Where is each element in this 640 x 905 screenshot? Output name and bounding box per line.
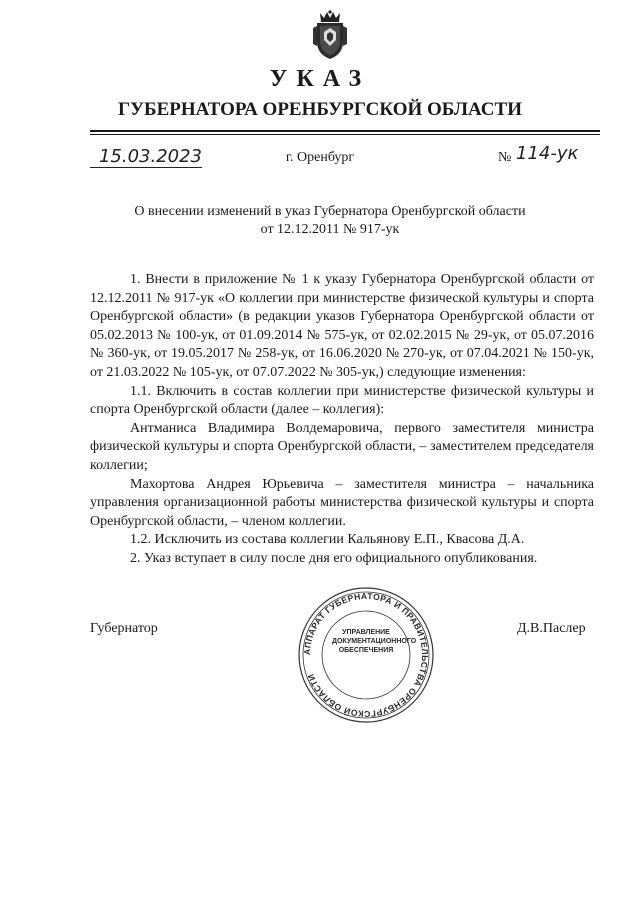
body-paragraph: 1.2. Исключить из состава коллегии Кальянову Е.П., Квасова Д.А.	[130, 532, 525, 548]
document-title: УКАЗ	[269, 66, 371, 92]
stamp-line: ДОКУМЕНТАЦИОННОГО	[332, 638, 417, 645]
document-subject	[110, 203, 550, 239]
stamp-line: ОБЕСПЕЧЕНИЯ	[338, 647, 394, 654]
subject-line: О внесении изменений в указ Губернатора Оренбургской области	[134, 204, 526, 219]
document-number: 114-ук	[516, 143, 579, 164]
body-paragraph: 1. Внести в приложение № 1 к указу Губернатора Оренбургской области от 12.12.2011 № 917-ук «О коллегии при министерстве физической культуры и спорта Оренбургской области» (в редакции указов Губернатора Оренбургской области от 05.02.2013 № 100-ук, от 01.09.2014 № 575-ук, от 02.02.2015 № 29-ук, от 05.07.2016 № 360-ук, от 19.05.2017 № 258-ук, от 16.06.2020 № 270-ук, от 07.04.2021 № 150-ук, от 21.03.2022 № 105-ук, от 07.07.2022 № 305-ук,) следующие изменения:	[90, 272, 594, 380]
signatory-name: Д.В.Паслер	[517, 621, 586, 636]
body-paragraph: 2. Указ вступает в силу после дня его официального опубликования.	[130, 550, 538, 566]
stamp-center-text	[332, 628, 417, 655]
document-body	[90, 271, 594, 569]
body-paragraph: Антманиса Владимира Волдемаровича, первого заместителя министра физической культуры и спорта Оренбургской области, – заместителем председателя коллегии;	[90, 420, 594, 473]
body-paragraph: 1.1. Включить в состав коллегии при министерстве физической культуры и спорта Оренбургской области (далее – коллегия):	[90, 383, 594, 418]
document-issuer: ГУБЕРНАТОРА ОРЕНБУРГСКОЙ ОБЛАСТИ	[118, 99, 522, 120]
signatory-position: Губернатор	[90, 621, 158, 636]
body-paragraph: Махортова Андрея Юрьевича – заместителя министра – начальника управления организационной работы министерства физической культуры и спорта Оренбургской области, – членом коллегии.	[90, 476, 594, 529]
stamp-ring-text: АППАРАТ ГУБЕРНАТОРА И ПРАВИТЕЛЬСТВА ОРЕНБУРГСКОЙ ОБЛАСТИ	[301, 590, 431, 720]
coat-of-arms-icon	[311, 10, 349, 60]
document-date: 15.03.2023	[90, 146, 202, 168]
document-number-label: №	[498, 150, 512, 165]
header-rule-thick	[90, 130, 600, 132]
subject-line: от 12.12.2011 № 917-ук	[260, 222, 400, 237]
official-stamp	[296, 585, 436, 725]
header-rule-thin	[90, 134, 600, 135]
stamp-line: УПРАВЛЕНИЕ	[342, 629, 390, 636]
document-city: г. Оренбург	[285, 150, 355, 165]
